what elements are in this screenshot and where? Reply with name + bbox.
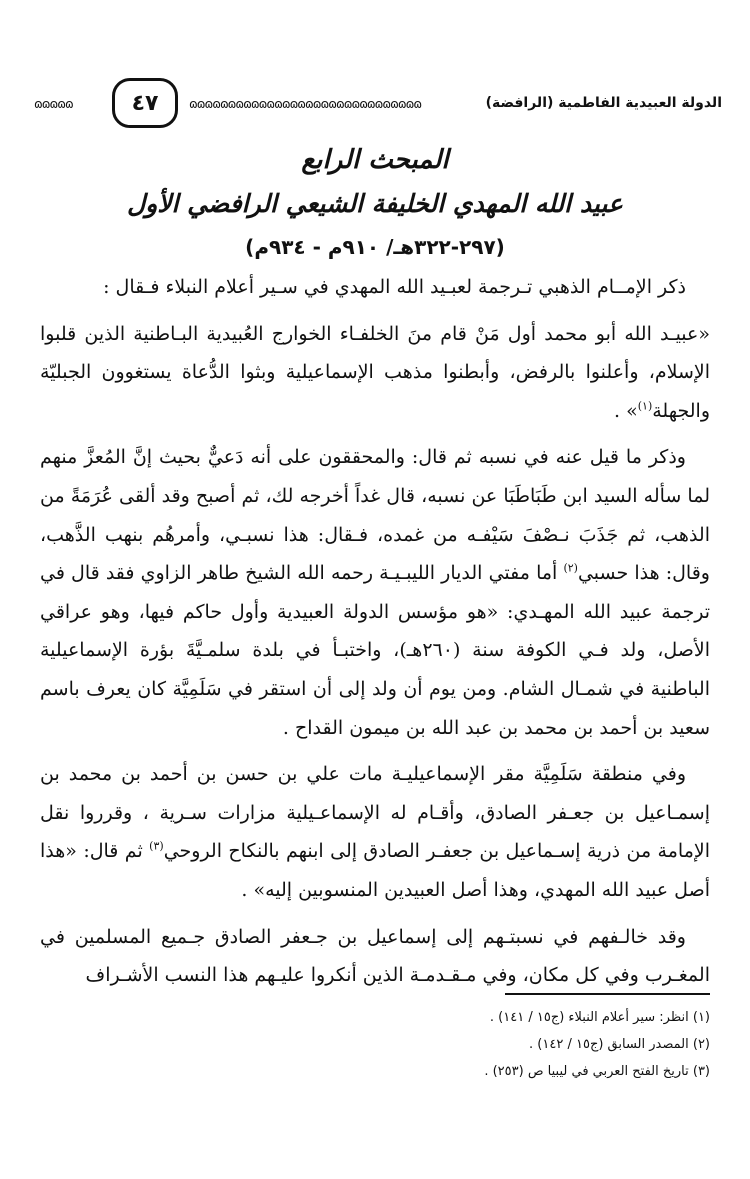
book-title: الدولة العبيدية الفاطمية (الرافضة) <box>485 95 722 111</box>
paragraph: وقد خالـفهم في نسبتـهم إلى إسماعيل بن جـعفر الصادق جـميع المسلمين في المغـرب وفي كل مكان، وفي مـقـدمـة الذين أنكروا عليـهم هذا النسب الأشـراف <box>40 925 710 987</box>
decorative-chain-end: ɷɷɷɷɷ <box>34 98 73 110</box>
footnote-ref: (٣) <box>149 839 164 853</box>
chapter-headings <box>40 138 710 268</box>
decorative-chain-border: ɷɷɷɷɷɷɷɷɷɷɷɷɷɷɷɷɷɷɷɷɷɷɷɷɷɷɷɷɷɷ <box>189 98 422 110</box>
section-heading: المبحث الرابع <box>301 145 449 175</box>
page-number-badge <box>112 78 178 128</box>
paragraph: وفي منطقة سَلَمِيَّة مقر الإسماعيليـة مات علي بن حسن بن أحمد بن محمد بن إسمـاعيل بن جعـفر الصادق، وأقـام له الإسماعـيلية مزارات سـرية ، وقرروا نقل الإمامة من ذرية إسـماعيل بن جعفـر الصادق إلى ابنهم بالنكاح الروحي$^{(٣)}$ ثم قال: «هذا أصل عبيد الله المهدي، وهذا أصل العبيدين المنسوبين إليه» . <box>40 763 710 901</box>
running-header <box>34 78 722 130</box>
footnote-ref: (١) <box>637 399 653 413</box>
page-number: ٤٧ <box>131 90 159 116</box>
footnote: (١) انظر: سير أعلام النبلاء (ج١٥ / ١٤١) . <box>489 1010 710 1025</box>
paragraph: وذكر ما قيل عنه في نسبه ثم قال: والمحققون على أنه دَعيٌّ بحيث إنَّ المُعزَّ منهم لما سأله السيد ابن طَبَاطَبَا عن نسبه، قال غداً أخرجه لك، ثم أصبح وقد ألقى عُرَمَةً من الذهب، ثم جَذَبَ نـصْفَ سَيْفـه من غمده، فـقال: هذا نسبـي، وأمرهُم بنهب الذَّهب، وقال: هذا حسبي$^{(٢)}$ أما مفتي الديار الليبـيـة رحمه الله الشيخ طاهر الزاوي فقد قال في ترجمة عبيد الله المهـدي: «هو مؤسس الدولة العبيدية وأول حاكم فيها، وهو عراقي الأصل، ولد فـي الكوفة سنة (٢٦٠هـ)، واختبـأ في بلدة سلمـيَّةَ بؤرة الإسماعيلية الباطنية في شمـال الشام. ومن يوم أن ولد إلى أن استقر في سَلَمِيَّة كان يعرف باسم سعيد بن أحمد بن محمد بن عبد الله بن ميمون القداح . <box>40 446 710 739</box>
footnote-ref: (٢) <box>563 561 578 575</box>
footnote: (٢) المصدر السابق (ج١٥ / ١٤٢) . <box>529 1037 710 1052</box>
chapter-dates: (٢٩٧-٣٢٢هـ/ ٩١٠م - ٩٣٤م) <box>245 235 505 259</box>
footnote: (٣) تاريخ الفتح العربي في ليبيا ص (٢٥٣) . <box>484 1064 710 1079</box>
footnote-divider <box>505 993 710 995</box>
paragraph: ذكر الإمــام الذهبي تـرجمة لعبـيد الله المهدي في سـير أعلام النبلاء فـقال : <box>103 276 686 298</box>
body-text <box>40 268 710 1003</box>
chapter-title: عبيد الله المهدي الخليفة الشيعي الرافضي الأول <box>127 189 623 218</box>
paragraph-quote: «عبيـد الله أبو محمد أول مَنْ قام منَ الخلفـاء الخوارج العُبيدية البـاطنية الذين قلبوا الإسلام، وأعلنوا بالرفض، وأبطنوا مذهب الإسماعيلية وبثوا الدُّعاة يستغوون الجبليّة والجهلة$^{(١)}$» . <box>40 322 710 422</box>
footnotes <box>40 1004 710 1085</box>
